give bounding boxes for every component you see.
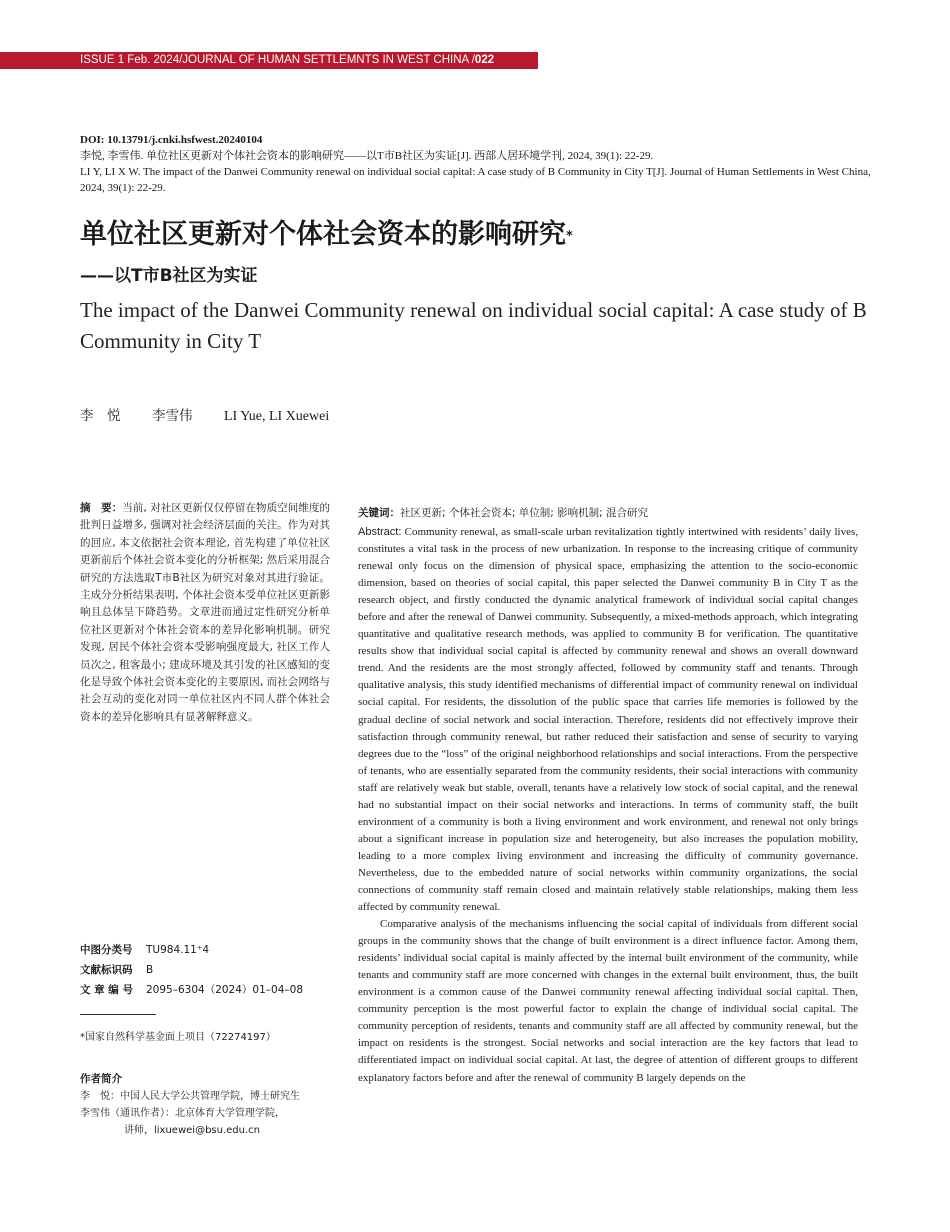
doi: DOI: 10.13791/j.cnki.hsfwest.20240104	[80, 134, 263, 146]
journal-header-bar	[0, 52, 538, 69]
article-meta	[80, 940, 330, 1000]
article-no-value: 2095–6304（2024）01–04–08	[146, 984, 303, 996]
author-info-line-1: 李 悦：中国人民大学公共管理学院，博士研究生	[80, 1091, 300, 1102]
author-info-line-3: 讲师，lixuewei@bsu.edu.cn	[124, 1125, 261, 1136]
doc-code-label: 文献标识码	[80, 964, 133, 976]
citation-en: LI Y, LI X W. The impact of the Danwei Community renewal on individual social capital: A case study of B Community in City T[J]. Journal of Human Settlements in West China, 2024, 39(1): 22-29.	[80, 166, 871, 194]
footnote-rule	[80, 1014, 156, 1015]
keywords-cn	[358, 505, 858, 522]
page-number: 022	[474, 54, 495, 66]
abstract-en-paragraph-1	[358, 524, 858, 916]
fund-note: *国家自然科学基金面上项目（72274197）	[80, 1032, 276, 1043]
abstract-en-p1: Community renewal, as small-scale urban revitalization tightly intertwined with residents’ daily lives, constitutes a vital task in the process of new urbanization. In response to the increasing critique of community renewal only focus on the dimension of physical space, emphasizing the attention to the socio-economic dimension, based on theories of social capital, this paper selected the Danwei community B in City T as the research object, and firstly conducted the dynamic analytical framework of individual social capital changes before and after the renewal of Danwei community. Subsequently, a mixed-methods approach, which integrating quantitative and qualitative research methods, was applied to community B for verification. The quantitative results show that individual social capital is affected by community renewal and shows an overall downward trend. And the residents are the most strongly affected, followed by community staff and tenants. Through qualitative analysis, this study identified mechanisms of differential impact of community renewal on individual social capital. For residents, the dissolution of the public space that carries life memories is followed by the gradual decline of social network and social interaction. Therefore, residents did not effectively improve their satisfaction through community renewal, but rather reduced their satisfaction and sense of security to varying degrees due to the “loss” of the original neighborhood relationships and social interactions. From the perspective of tenants, who are essentially separated from the community residents, their social interactions with community staff are relatively weak but stable, overall, tenants have a relatively low stock of social capital, and the renewal had no substantial impact on their social networks and interactions. In terms of community staff, the built environment of a community is both a living environment and work environment, and renewal not only brings about a significant increase in population size and heterogeneity, but also increases the population mobility, leading to a more complex living environment and increasing the difficulty of community governance. Nevertheless, due to the embedded nature of social networks within community organizations, the social connections of community staff remain closed and maintain relatively stable relationships, making them less affected by community renewal.	[358, 526, 859, 914]
right-column	[358, 505, 858, 1087]
subtitle-cn: ——以T市B社区为实证	[80, 266, 258, 286]
citation-cn: 李悦, 李雪伟. 单位社区更新对个体社会资本的影响研究——以T市B社区为实证[J]. 西部人居环境学刊, 2024, 39(1): 22-29.	[80, 150, 654, 162]
title-en: The impact of the Danwei Community renewal on individual social capital: A case study of B Community in City T	[80, 298, 867, 353]
doc-code-row	[80, 960, 330, 980]
abstract-cn	[80, 500, 330, 726]
keywords-cn-label: 关键词：	[358, 507, 400, 519]
doc-code-value: B	[146, 964, 154, 976]
article-no-row	[80, 980, 330, 1000]
author-1-cn: 李 悦	[80, 408, 121, 424]
clc-value: TU984.11⁺4	[146, 944, 210, 956]
author-info	[80, 1071, 342, 1139]
clc-label: 中图分类号	[80, 944, 133, 956]
title-cn	[80, 217, 880, 253]
abstract-en-paragraph-2: Comparative analysis of the mechanisms influencing the social capital of individuals from different social groups in the community shows that the change of built environment is a direct influence factor. Among them, residents’ individual social capital is mainly affected by the internal built environment of the community, while tenants and community staff are more concerned with changes in the external built environment, thus, the built environment is a common cause of the Danwei community renewal affecting individual social capital. Then, community perception is the most powerful factor to explain the change of individual social capital. The community perception of residents, tenants and community staff are all affected by community renewal, but the impact on residents is the strongest. Social networks and social interaction are the key factors that lead to differentiated impact on individual social capital. At last, the degree of attention of different groups to different explanatory factors before and after the renewal of community B largely depends on the	[358, 918, 858, 1084]
abstract-cn-text: 当前, 对社区更新仅仅停留在物质空间维度的批判日益增多, 强调对社会经济层面的关注。作为对其的回应, 本文依据社会资本理论, 首先构建了单位社区更新前后个体社会资本变化的分析框架; 然后采用混合研究的方法选取T市B社区为研究对象对其进行验证。主成分分析结果表明, 个体社会资本受单位社区更新影响且总体呈下降趋势。文章进而通过定性研究分析单位社区更新对个体社会资本的差异化影响机制。研究发现, 居民个体社会资本受影响强度最大, 社区工作人员次之, 租客最小; 建成环境及其引发的社区感知的变化是导致个体社会资本变化的主要原因, 而社会网络与社会互动的变化对同一单位社区内不同人群个体社会资本的差异化影响具有显著解释意义。	[80, 502, 330, 723]
title-footnote-mark: *	[566, 229, 573, 244]
clc-row	[80, 940, 330, 960]
article-no-label: 文 章 编 号	[80, 984, 133, 996]
abstract-cn-label: 摘 要：	[80, 502, 123, 514]
abstract-en-label: Abstract:	[358, 526, 402, 538]
author-info-heading: 作者简介	[80, 1073, 122, 1085]
journal-header-text: ISSUE 1 Feb. 2024/JOURNAL OF HUMAN SETTLEMNTS IN WEST CHINA /	[80, 54, 475, 66]
left-column	[80, 500, 330, 726]
title-cn-text: 单位社区更新对个体社会资本的影响研究	[80, 219, 566, 250]
citation-block	[80, 132, 880, 196]
keywords-cn-text: 社区更新; 个体社会资本; 单位制; 影响机制; 混合研究	[400, 507, 649, 519]
author-2-cn: 李雪伟	[152, 408, 193, 424]
author-info-line-2: 李雪伟（通讯作者）：北京体育大学管理学院，	[80, 1108, 285, 1119]
abstract-en	[358, 524, 858, 1087]
authors-line	[80, 405, 357, 428]
authors-en: LI Yue, LI Xuewei	[224, 409, 330, 424]
